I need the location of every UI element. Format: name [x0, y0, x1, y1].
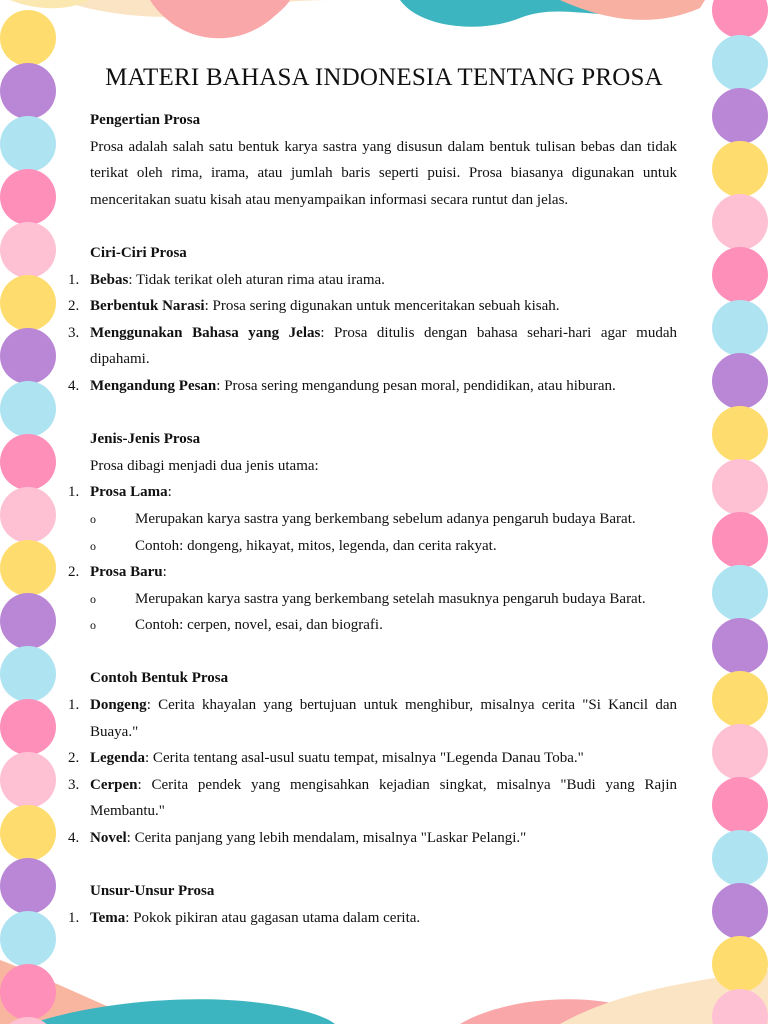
sublist-item — [90, 612, 677, 639]
list-desc: : Tidak terikat oleh aturan rima atau irama. — [128, 271, 385, 288]
list-desc: : Cerita panjang yang lebih mendalam, misalnya "Laskar Pelangi." — [126, 830, 527, 847]
list-item — [68, 267, 677, 294]
list-item — [68, 692, 677, 745]
bullet-icon: o — [90, 618, 96, 633]
paragraph-jenis-intro: Prosa dibagi menjadi dua jenis utama: — [90, 457, 319, 474]
list-item — [68, 825, 677, 852]
sublist-text: Merupakan karya sastra yang berkembang sebelum adanya pengaruh budaya Barat. — [135, 510, 636, 527]
list-desc: : Prosa sering digunakan untuk menceritakan sebuah kisah. — [204, 298, 560, 315]
list-number: 2. — [68, 750, 80, 767]
bullet-icon: o — [90, 511, 96, 526]
list-term: Novel — [90, 830, 127, 847]
list-number: 1. — [68, 484, 80, 501]
list-number: 1. — [68, 271, 80, 288]
list-term: Cerpen — [90, 776, 138, 793]
list-number: 4. — [68, 830, 80, 847]
list-number: 1. — [68, 697, 80, 714]
section-heading-pengertian: Pengertian Prosa — [90, 112, 201, 128]
list-desc: : — [162, 564, 167, 581]
list-contoh — [68, 692, 677, 852]
list-desc: : Prosa ditulis dengan bahasa sehari-hari agar mudah dipahami. — [90, 324, 678, 368]
list-term: Menggunakan Bahasa yang Jelas — [90, 324, 321, 341]
list-number: 3. — [68, 776, 80, 793]
list-item — [68, 373, 677, 400]
list-number: 2. — [68, 298, 80, 315]
list-ciri — [68, 267, 678, 400]
list-term: Mengandung Pesan — [90, 377, 217, 394]
sublist-prosa-baru — [90, 586, 677, 639]
section-heading-contoh: Contoh Bentuk Prosa — [90, 670, 229, 687]
list-unsur — [68, 905, 677, 932]
list-desc: : — [167, 484, 172, 501]
list-number: 2. — [68, 564, 80, 581]
list-term: Prosa Lama — [90, 484, 168, 501]
sublist-text: Contoh: cerpen, novel, esai, dan biografi. — [135, 617, 383, 634]
sublist-item — [90, 586, 677, 613]
list-desc: : Pokok pikiran atau gagasan utama dalam cerita. — [125, 909, 421, 926]
sublist-prosa-lama — [90, 506, 677, 559]
list-term: Tema — [90, 909, 126, 926]
list-item — [68, 559, 677, 586]
list-item — [68, 293, 677, 320]
section-heading-jenis: Jenis-Jenis Prosa — [90, 431, 201, 448]
list-item — [68, 905, 677, 932]
list-jenis-2 — [68, 559, 677, 586]
bullet-icon: o — [90, 591, 96, 606]
list-item — [68, 745, 677, 772]
list-number: 4. — [68, 377, 80, 394]
list-term: Prosa Baru — [90, 564, 163, 581]
list-term: Bebas — [90, 271, 129, 288]
sublist-text: Contoh: dongeng, hikayat, mitos, legenda, dan cerita rakyat. — [135, 537, 497, 554]
list-item — [68, 479, 677, 506]
list-item — [68, 772, 677, 825]
list-term: Dongeng — [90, 697, 147, 714]
list-desc: : Cerita tentang asal-usul suatu tempat, misalnya "Legenda Danau Toba." — [145, 750, 584, 767]
list-term: Berbentuk Narasi — [90, 298, 205, 315]
section-heading-unsur: Unsur-Unsur Prosa — [90, 883, 215, 900]
list-jenis — [68, 479, 677, 506]
list-number: 3. — [68, 324, 80, 341]
list-item — [68, 320, 678, 373]
list-term: Legenda — [90, 750, 146, 767]
sublist-item — [90, 506, 677, 533]
list-desc: : Prosa sering mengandung pesan moral, pendidikan, atau hiburan. — [216, 377, 616, 394]
paragraph-pengertian: Prosa adalah salah satu bentuk karya sastra yang disusun dalam bentuk tulisan bebas dan tidak terikat oleh rima, irama, atau jumlah baris seperti puisi. Prosa biasanya digunakan untuk menceritakan suatu kisah atau menyampaikan informasi secara runtut dan jelas. — [90, 138, 677, 208]
page-title: MATERI BAHASA INDONESIA TENTANG PROSA — [105, 64, 663, 91]
sublist-item — [90, 533, 677, 560]
bullet-icon: o — [90, 538, 96, 553]
sublist-text: Merupakan karya sastra yang berkembang setelah masuknya pengaruh budaya Barat. — [135, 590, 646, 607]
list-number: 1. — [68, 909, 80, 926]
list-desc: : Cerita pendek yang mengisahkan kejadian singkat, misalnya "Budi yang Rajin Membantu." — [90, 776, 677, 820]
document-body — [68, 107, 678, 931]
list-desc: : Cerita khayalan yang bertujuan untuk menghibur, misalnya cerita "Si Kancil dan Buaya." — [90, 697, 677, 740]
section-heading-ciri: Ciri-Ciri Prosa — [90, 244, 187, 261]
